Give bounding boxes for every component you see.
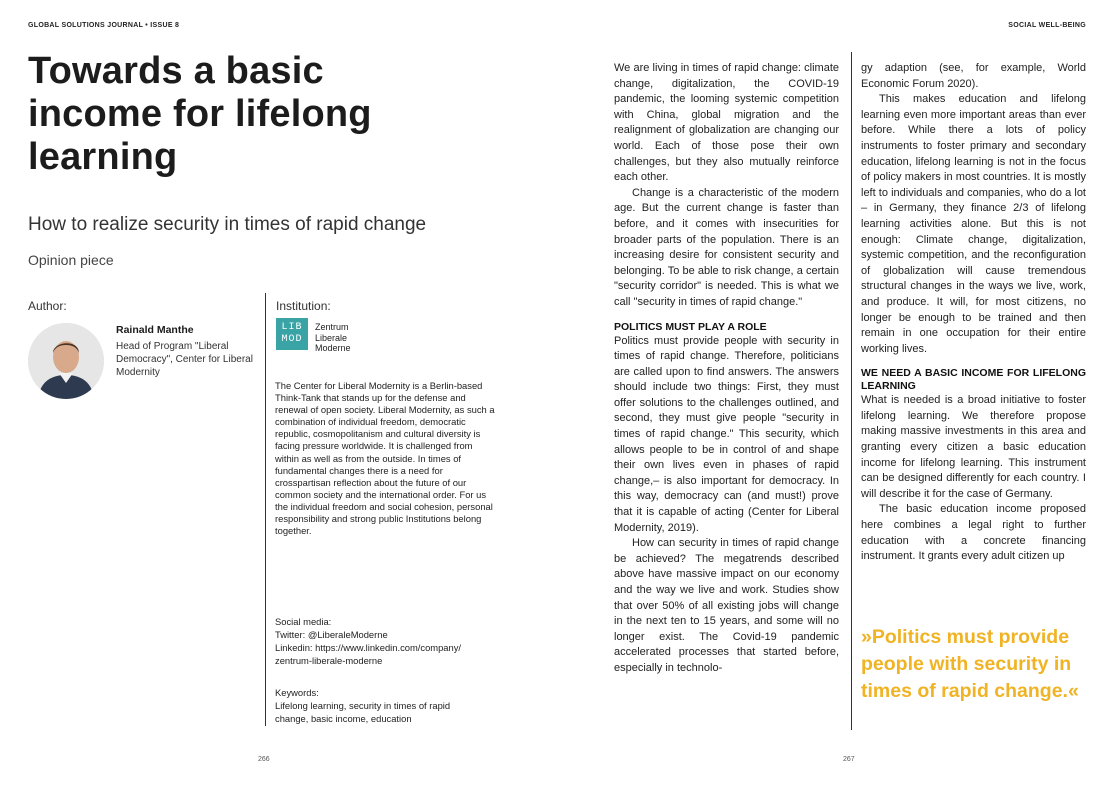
page-number-left: 266 [258,756,270,763]
author-label: Author: [28,299,67,313]
body-paragraph: gy adaption (see, for example, World Economic Forum 2020). [861,62,1086,90]
linkedin-link-cont[interactable]: zentrum-liberale-moderne [275,655,383,666]
body-paragraph: Change is a characteristic of the modern age. But the current change is faster than before, and it comes with insecurities for broader parts of the population. There is an increasing desire for consistent security and belonging. To be able to risk change, a certain "security corridor" is needed. This is what we call "security in times of rapid change." [614,186,839,308]
section-heading: WE NEED A BASIC INCOME FOR LIFELONG LEARNING [861,367,1086,393]
article-subtitle: How to realize security in times of rapid change [28,214,427,235]
page-number-right: 267 [843,756,855,763]
author-name: Rainald Manthe [116,324,194,336]
section-heading: POLITICS MUST PLAY A ROLE [614,320,767,333]
article-title: Towards a basic income for lifelong learning [28,50,372,178]
institution-logo-text [315,322,351,354]
logo-line: Zentrum [315,322,349,332]
logo-line: Moderne [315,343,351,353]
body-paragraph: Politics must provide people with security in times of rapid change. Therefore, politicians are called upon to find answers. The answers should include two things: First, they must offer solutions to the challenges outlined, and second, they must give people "security in times of rapid change." This security, which allows people to be in control of and shape their own lives even in phases of rapid change,– is also important for democracy. In this way, democracy can (and must!) prove that it is capable of acting (Center for Liberal Modernity, 2019). [614,334,839,534]
running-head-left: GLOBAL SOLUTIONS JOURNAL • ISSUE 8 [28,22,180,29]
social-label: Social media: [275,616,332,627]
column-divider [265,293,266,726]
keywords-text-cont: change, basic income, education [275,713,412,724]
column-divider-right [851,52,852,730]
running-head-right: SOCIAL WELL-BEING [1008,22,1086,29]
body-column-1 [614,61,839,677]
body-column-2 [861,61,1086,565]
twitter-link[interactable]: Twitter: @LiberaleModerne [275,629,388,640]
keywords-label: Keywords: [275,687,319,698]
author-role: Head of Program "Liberal Democracy", Center for Liberal Modernity [116,341,253,378]
body-paragraph: How can security in times of rapid change be achieved? The megatrends described above have massive impact on our economy and the way we live and work. Studies show that over 50% of all existing jobs will change in the next ten to 15 years, and some will no longer exist. The Covid-19 pandemic accelerated processes that started before, especially in technolo- [614,537,839,674]
body-paragraph: What is needed is a broad initiative to foster lifelong learning. We therefore propose making massive investments in this area and granting every citizen a basic education income for lifelong learning. This instrument can be designed differently for each country. I will describe it for the case of Germany. [861,394,1086,500]
author-portrait-icon [28,323,104,399]
logo-line: Liberale [315,332,348,343]
institution-description: The Center for Liberal Modernity is a Berlin-based Think-Tank that stands up for the defense and renewal of open society. Liberal Modernity, as such a combination of individual freedom, democratic republic, cosmopolitanism and cultural diversity is facing pressure worldwide. It is challenged from within as well as from the outside. In times of fundamental changes there is a need for crosspartisan reflection about the future of our common society and the international order. For us the individual freedom and social cohesion, personal responsibility and strong public Institutions belong together. [275,380,495,537]
pull-quote: »Politics must provide people with security in times of rapid change.« [861,626,1079,702]
libmod-logo: LIB MOD [276,318,308,350]
institution-label: Institution: [276,299,331,313]
keywords-text: Lifelong learning, security in times of rapid [275,700,451,711]
body-paragraph: We are living in times of rapid change: climate change, digitalization, the COVID-19 pandemic, the looming systemic competition with China, global migration and the realignment of globalization are changing our world. Each of those pose their own challenges, but they also mutually reinforce each other. [614,62,839,184]
author-photo [28,323,104,399]
body-paragraph: This makes education and lifelong learning even more important areas than ever before. While there a lots of policy instruments to foster primary and secondary education, lifelong learning is not in the focus of policy makers in most countries. It is mostly left to individuals and companies, who do a lot – in Germany, they finance 2/3 of lifelong learning activities alone. But this is not enough: Climate change, digitalization, systemic competition, and the reconfiguration of globalization will cause tremendous structural changes in the ways we live, work, and produce. It will, for most citizens, no longer be enough to be trained and then remain in one occupation for their entire working lives. [861,93,1086,355]
article-genre: Opinion piece [28,252,114,268]
body-paragraph: The basic education income proposed here combines a legal right to further education with a concrete financing instrument. It grants every adult citizen up [861,503,1086,563]
linkedin-link[interactable]: Linkedin: https://www.linkedin.com/company/ [275,642,462,653]
